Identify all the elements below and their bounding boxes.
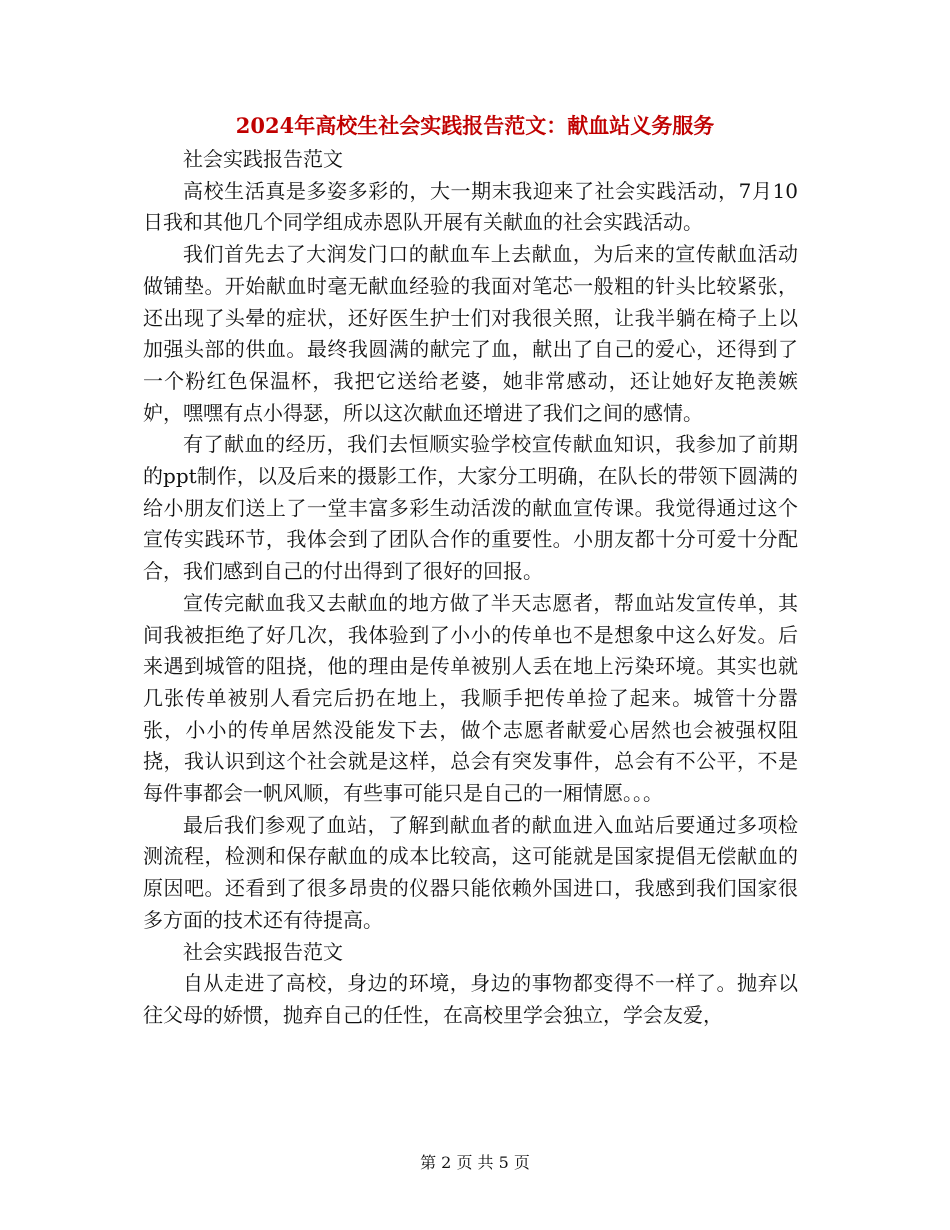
paragraph: 高校生活真是多姿多彩的，大一期末我迎来了社会实践活动，7月10日我和其他几个同学组成赤恩队开展有关献血的社会实践活动。 — [143, 178, 798, 235]
section-heading: 社会实践报告范文 — [183, 147, 343, 171]
document-body — [143, 144, 798, 1032]
paragraph: 有了献血的经历，我们去恒顺实验学校宣传献血知识，我参加了前期的ppt制作，以及后来的摄影工作，大家分工明确，在队长的带领下圆满的给小朋友们送上了一堂丰富多彩生动活泼的献血宣传课。我觉得通过这个宣传实践环节，我体会到了团队合作的重要性。小朋友都十分可爱十分配合，我们感到自己的付出得到了很好的回报。 — [143, 432, 798, 584]
paragraph: 自从走进了高校，身边的环境，身边的事物都变得不一样了。抛弃以往父母的娇惯，抛弃自己的任性，在高校里学会独立，学会友爱， — [143, 971, 798, 1027]
section-heading: 社会实践报告范文 — [183, 939, 343, 964]
paragraph: 最后我们参观了血站，了解到献血者的献血进入血站后要通过多项检测流程，检测和保存献血的成本比较高，这可能就是国家提倡无偿献血的原因吧。还看到了很多昂贵的仪器只能依赖外国进口，我感到我们国家很多方面的技术还有待提高。 — [143, 812, 798, 932]
page-number-footer: 第 2 页 共 5 页 — [420, 1153, 530, 1172]
paragraph: 我们首先去了大润发门口的献血车上去献血，为后来的宣传献血活动做铺垫。开始献血时毫无献血经验的我面对笔芯一般粗的针头比较紧张，还出现了头晕的症状，还好医生护士们对我很关照，让我半躺在椅子上以加强头部的供血。最终我圆满的献完了血，献出了自己的爱心，还得到了一个粉红色保温杯，我把它送给老婆，她非常感动，还让她好友艳羡嫉妒，嘿嘿有点小得瑟，所以这次献血还增进了我们之间的感情。 — [143, 242, 798, 425]
document-title: 2024年高校生社会实践报告范文：献血站义务服务 — [235, 113, 715, 138]
paragraph: 宣传完献血我又去献血的地方做了半天志愿者，帮血站发宣传单，其间我被拒绝了好几次，我体验到了小小的传单也不是想象中这么好发。后来遇到城管的阻挠，他的理由是传单被别人丢在地上污染环境。其实也就几张传单被别人看完后扔在地上，我顺手把传单捡了起来。城管十分嚣张，小小的传单居然没能发下去，做个志愿者献爱心居然也会被强权阻挠，我认识到这个社会就是这样，总会有突发事件，总会有不公平，不是每件事都会一帆风顺，有些事可能只是自己的一厢情愿。。。 — [143, 590, 798, 806]
